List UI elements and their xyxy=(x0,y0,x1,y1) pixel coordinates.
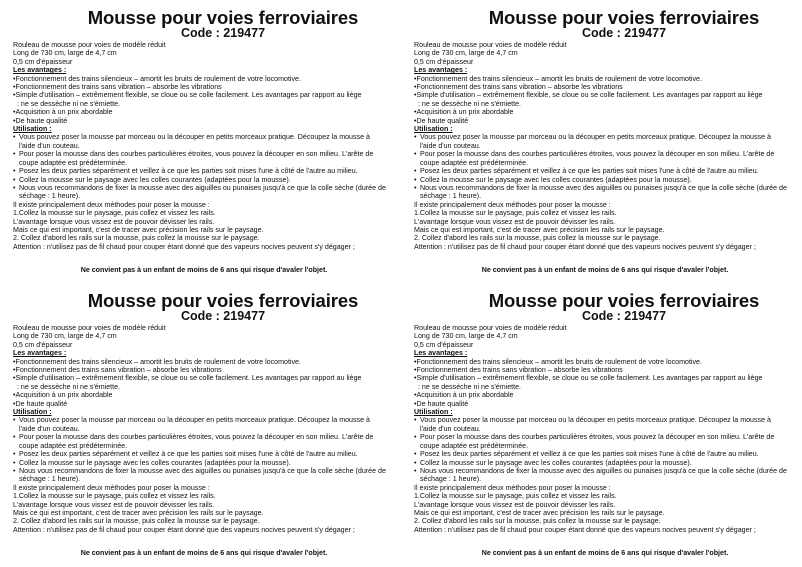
usage-text: Vous pouvez poser la mousse par morceau ou la découper en petits morceaux pratique. Découpez la mousse à l'aide d'un couteau. xyxy=(19,133,370,150)
usage-item xyxy=(414,450,788,458)
intro-line: Long de 730 cm, large de 4,7 cm xyxy=(13,332,117,341)
product-code: Code : 219477 xyxy=(581,26,667,40)
bullet-glyph: • xyxy=(414,133,417,142)
bullet-glyph: • xyxy=(414,183,417,192)
usage-text: Collez la mousse sur le paysage avec les colles courantes (adaptées pour la mousse). xyxy=(420,175,692,184)
method-line: L'avantage lorsque vous vissez est de pouvoir dévisser les rails. xyxy=(13,500,215,509)
method-line: Mais ce qui est important, c'est de tracer avec précision les rails sur le paysage. xyxy=(414,225,665,234)
advantage-item: •Fonctionnement des trains silencieux – amortit les bruits de roulement de votre locomotive. xyxy=(414,74,702,83)
advantage-item: •Fonctionnement des trains silencieux – amortit les bruits de roulement de votre locomotive. xyxy=(414,357,702,366)
bullet-glyph: • xyxy=(414,150,417,159)
bullet-glyph: • xyxy=(414,175,417,184)
usage-text: Posez les deux parties séparément et veillez à ce que les parties soit mises l'une à côté de l'autre au milieu. xyxy=(19,450,358,459)
child-safety-warning: Ne convient pas à un enfant de moins de 6 ans qui risque d'avaler l'objet. xyxy=(481,266,729,275)
bullet-glyph: • xyxy=(13,175,16,184)
bullet-glyph: • xyxy=(13,433,16,442)
advantage-item: •Fonctionnement des trains sans vibration – absorbe les vibrations xyxy=(13,83,222,92)
intro-line: Rouleau de mousse pour voies de modèle réduit xyxy=(414,324,567,332)
bullet-glyph: • xyxy=(414,416,417,425)
intro-line: Long de 730 cm, large de 4,7 cm xyxy=(414,49,518,58)
product-label-top-left xyxy=(0,0,401,283)
bullet-glyph: • xyxy=(414,450,417,459)
advantage-item: •Simple d'utilisation – extrêmement flexible, se cloue ou se colle facilement. Les avantages par rapport au liège xyxy=(13,374,362,383)
advantage-item: •Acquisition à un prix abordable xyxy=(13,391,113,400)
advantage-item: •Fonctionnement des trains sans vibration – absorbe les vibrations xyxy=(414,366,623,375)
advantage-item: •Simple d'utilisation – extrêmement flexible, se cloue ou se colle facilement. Les avantages par rapport au liège xyxy=(414,374,763,383)
method-line: L'avantage lorsque vous vissez est de pouvoir dévisser les rails. xyxy=(414,217,616,226)
advantage-item: •De haute qualité xyxy=(13,399,68,408)
advantage-item: •De haute qualité xyxy=(414,116,469,125)
usage-text: Posez les deux parties séparément et veillez à ce que les parties soit mises l'une à côté de l'autre au milieu. xyxy=(420,450,759,459)
usage-item xyxy=(414,184,788,201)
usage-item xyxy=(13,133,387,150)
product-title: Mousse pour voies ferroviaires xyxy=(488,290,760,311)
advantage-item: •De haute qualité xyxy=(13,116,68,125)
usage-item xyxy=(13,450,387,458)
advantages-heading: Les avantages : xyxy=(13,349,67,358)
usage-text: Nous vous recommandons de fixer la mousse avec des aiguilles ou punaises jusqu'à ce que la colle sèche (durée de séchage : 1 heure). xyxy=(19,466,386,484)
usage-heading: Utilisation : xyxy=(414,125,453,134)
usage-text: Pour poser la mousse dans des courbes particulières étroites, vous pouvez la découper en son milieu. L'arête de coupe adaptée est prédéterminée. xyxy=(420,150,775,167)
advantage-item: •Simple d'utilisation – extrêmement flexible, se cloue ou se colle facilement. Les avantages par rapport au liège xyxy=(13,91,362,100)
usage-text: Nous vous recommandons de fixer la mousse avec des aiguilles ou punaises jusqu'à ce que la colle sèche (durée de séchage : 1 heure). xyxy=(420,183,787,201)
advantages-heading: Les avantages : xyxy=(414,349,468,358)
advantage-item: •De haute qualité xyxy=(414,399,469,408)
method-line: 1.Collez la mousse sur le paysage, puis collez et vissez les rails. xyxy=(13,492,216,501)
usage-text: Posez les deux parties séparément et veillez à ce que les parties soit mises l'une à côté de l'autre au milieu. xyxy=(19,167,358,176)
product-title: Mousse pour voies ferroviaires xyxy=(87,290,359,311)
product-title: Mousse pour voies ferroviaires xyxy=(488,7,760,28)
method-line: Mais ce qui est important, c'est de tracer avec précision les rails sur le paysage. xyxy=(13,508,264,517)
method-line: Mais ce qui est important, c'est de tracer avec précision les rails sur le paysage. xyxy=(414,508,665,517)
usage-text: Collez la mousse sur le paysage avec les colles courantes (adaptées pour la mousse). xyxy=(19,458,291,467)
usage-text: Pour poser la mousse dans des courbes particulières étroites, vous pouvez la découper en son milieu. L'arête de coupe adaptée est prédéterminée. xyxy=(19,433,374,450)
method-line: 1.Collez la mousse sur le paysage, puis collez et vissez les rails. xyxy=(414,209,617,218)
product-title: Mousse pour voies ferroviaires xyxy=(87,7,359,28)
usage-item xyxy=(414,416,788,433)
usage-item xyxy=(13,184,387,201)
usage-item xyxy=(13,467,387,484)
usage-text: Posez les deux parties séparément et veillez à ce que les parties soit mises l'une à côté de l'autre au milieu. xyxy=(420,167,759,176)
usage-heading: Utilisation : xyxy=(414,408,453,417)
product-code: Code : 219477 xyxy=(180,26,266,40)
bullet-glyph: • xyxy=(414,433,417,442)
product-code: Code : 219477 xyxy=(180,309,266,323)
product-label-bottom-left xyxy=(0,283,401,567)
usage-text: Pour poser la mousse dans des courbes particulières étroites, vous pouvez la découper en son milieu. L'arête de coupe adaptée est prédéterminée. xyxy=(420,433,775,450)
bullet-glyph: • xyxy=(13,450,16,459)
usage-item xyxy=(13,459,387,467)
method-line: L'avantage lorsque vous vissez est de pouvoir dévisser les rails. xyxy=(13,217,215,226)
bullet-glyph: • xyxy=(13,183,16,192)
advantages-heading: Les avantages : xyxy=(13,66,67,75)
method-line: Attention : n'utilisez pas de fil chaud pour couper étant donné que des vapeurs nocives peuvent s'y dégager ; xyxy=(13,242,355,251)
usage-item xyxy=(13,150,387,167)
method-line: 2. Collez d'abord les rails sur la mousse, puis collez la mousse sur le paysage. xyxy=(414,517,661,526)
usage-text: Collez la mousse sur le paysage avec les colles courantes (adaptées pour la mousse). xyxy=(420,458,692,467)
intro-line: 0,5 cm d'épaisseur xyxy=(13,340,73,349)
method-line: Il existe principalement deux méthodes pour poser la mousse : xyxy=(414,483,611,492)
advantage-item: •Acquisition à un prix abordable xyxy=(414,108,514,117)
bullet-glyph: • xyxy=(13,133,16,142)
intro-line: 0,5 cm d'épaisseur xyxy=(414,57,474,66)
bullet-glyph: • xyxy=(13,416,16,425)
method-line: 2. Collez d'abord les rails sur la mousse, puis collez la mousse sur le paysage. xyxy=(13,517,260,526)
method-line: Attention : n'utilisez pas de fil chaud pour couper étant donné que des vapeurs nocives peuvent s'y dégager ; xyxy=(13,525,355,534)
usage-text: Pour poser la mousse dans des courbes particulières étroites, vous pouvez la découper en son milieu. L'arête de coupe adaptée est prédéterminée. xyxy=(19,150,374,167)
usage-text: Collez la mousse sur le paysage avec les colles courantes (adaptées pour la mousse). xyxy=(19,175,291,184)
intro-line: Long de 730 cm, large de 4,7 cm xyxy=(414,332,518,341)
advantage-item: : ne se dessèche ni ne s'émiette. xyxy=(13,382,121,391)
method-line: 1.Collez la mousse sur le paysage, puis collez et vissez les rails. xyxy=(414,492,617,501)
bullet-glyph: • xyxy=(414,167,417,176)
product-code: Code : 219477 xyxy=(581,309,667,323)
usage-item xyxy=(414,433,788,450)
advantage-item: •Fonctionnement des trains sans vibration – absorbe les vibrations xyxy=(414,83,623,92)
method-line: Il existe principalement deux méthodes pour poser la mousse : xyxy=(414,200,611,209)
bullet-glyph: • xyxy=(13,458,16,467)
advantage-item: •Fonctionnement des trains silencieux – amortit les bruits de roulement de votre locomotive. xyxy=(13,357,301,366)
bullet-glyph: • xyxy=(13,150,16,159)
usage-item xyxy=(13,176,387,184)
intro-line: Rouleau de mousse pour voies de modèle réduit xyxy=(414,41,567,49)
child-safety-warning: Ne convient pas à un enfant de moins de 6 ans qui risque d'avaler l'objet. xyxy=(80,549,328,558)
method-line: L'avantage lorsque vous vissez est de pouvoir dévisser les rails. xyxy=(414,500,616,509)
advantages-heading: Les avantages : xyxy=(414,66,468,75)
intro-line: 0,5 cm d'épaisseur xyxy=(414,340,474,349)
method-line: Il existe principalement deux méthodes pour poser la mousse : xyxy=(13,200,210,209)
method-line: Attention : n'utilisez pas de fil chaud pour couper étant donné que des vapeurs nocives peuvent s'y dégager ; xyxy=(414,242,756,251)
method-line: 2. Collez d'abord les rails sur la mousse, puis collez la mousse sur le paysage. xyxy=(414,234,661,243)
method-line: Il existe principalement deux méthodes pour poser la mousse : xyxy=(13,483,210,492)
advantage-item: •Fonctionnement des trains silencieux – amortit les bruits de roulement de votre locomotive. xyxy=(13,74,301,83)
usage-text: Vous pouvez poser la mousse par morceau ou la découper en petits morceaux pratique. Découpez la mousse à l'aide d'un couteau. xyxy=(420,133,771,150)
bullet-glyph: • xyxy=(414,466,417,475)
usage-text: Vous pouvez poser la mousse par morceau ou la découper en petits morceaux pratique. Découpez la mousse à l'aide d'un couteau. xyxy=(19,416,370,433)
advantage-item: •Simple d'utilisation – extrêmement flexible, se cloue ou se colle facilement. Les avantages par rapport au liège xyxy=(414,91,763,100)
usage-item xyxy=(414,459,788,467)
product-label-bottom-right xyxy=(401,283,802,567)
advantage-item: •Fonctionnement des trains sans vibration – absorbe les vibrations xyxy=(13,366,222,375)
child-safety-warning: Ne convient pas à un enfant de moins de 6 ans qui risque d'avaler l'objet. xyxy=(80,266,328,275)
usage-text: Nous vous recommandons de fixer la mousse avec des aiguilles ou punaises jusqu'à ce que la colle sèche (durée de séchage : 1 heure). xyxy=(19,183,386,201)
usage-item xyxy=(13,416,387,433)
intro-line: 0,5 cm d'épaisseur xyxy=(13,57,73,66)
usage-heading: Utilisation : xyxy=(13,125,52,134)
bullet-glyph: • xyxy=(13,167,16,176)
usage-text: Nous vous recommandons de fixer la mousse avec des aiguilles ou punaises jusqu'à ce que la colle sèche (durée de séchage : 1 heure). xyxy=(420,466,787,484)
column-gap xyxy=(400,0,401,567)
usage-item xyxy=(414,167,788,175)
usage-item xyxy=(414,150,788,167)
method-line: Mais ce qui est important, c'est de tracer avec précision les rails sur le paysage. xyxy=(13,225,264,234)
bullet-glyph: • xyxy=(414,458,417,467)
intro-line: Long de 730 cm, large de 4,7 cm xyxy=(13,49,117,58)
usage-item xyxy=(414,133,788,150)
intro-line: Rouleau de mousse pour voies de modèle réduit xyxy=(13,41,166,49)
method-line: Attention : n'utilisez pas de fil chaud pour couper étant donné que des vapeurs nocives peuvent s'y dégager ; xyxy=(414,525,756,534)
product-label-top-right xyxy=(401,0,802,283)
usage-item xyxy=(13,167,387,175)
usage-item xyxy=(414,467,788,484)
usage-text: Vous pouvez poser la mousse par morceau ou la découper en petits morceaux pratique. Découpez la mousse à l'aide d'un couteau. xyxy=(420,416,771,433)
method-line: 1.Collez la mousse sur le paysage, puis collez et vissez les rails. xyxy=(13,209,216,218)
method-line: 2. Collez d'abord les rails sur la mousse, puis collez la mousse sur le paysage. xyxy=(13,234,260,243)
intro-line: Rouleau de mousse pour voies de modèle réduit xyxy=(13,324,166,332)
advantage-item: : ne se dessèche ni ne s'émiette. xyxy=(414,382,522,391)
bullet-glyph: • xyxy=(13,466,16,475)
usage-item xyxy=(13,433,387,450)
advantage-item: •Acquisition à un prix abordable xyxy=(13,108,113,117)
advantage-item: •Acquisition à un prix abordable xyxy=(414,391,514,400)
advantage-item: : ne se dessèche ni ne s'émiette. xyxy=(13,99,121,108)
usage-item xyxy=(414,176,788,184)
child-safety-warning: Ne convient pas à un enfant de moins de 6 ans qui risque d'avaler l'objet. xyxy=(481,549,729,558)
usage-heading: Utilisation : xyxy=(13,408,52,417)
advantage-item: : ne se dessèche ni ne s'émiette. xyxy=(414,99,522,108)
